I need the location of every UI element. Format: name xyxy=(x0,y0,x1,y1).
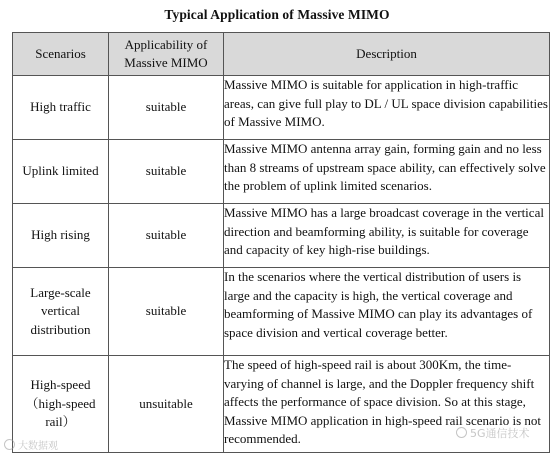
header-description: Description xyxy=(224,33,550,76)
description-cell: In the scenarios where the vertical distribution of users is large and the capacity is high, the vertical coverage and beamforming of Massive MIMO can play its advantages of space division and vertical coverage better. xyxy=(224,268,550,356)
watermark-logo-icon xyxy=(4,439,15,450)
scenario-cell: High traffic xyxy=(13,76,109,140)
header-applicability: Applicability of Massive MIMO xyxy=(109,33,224,76)
scenario-cell: High-speed （high-speed rail） xyxy=(13,356,109,453)
applicability-cell: suitable xyxy=(109,268,224,356)
description-cell: The speed of high-speed rail is about 300Km, the time-varying of channel is large, and the Doppler frequency shift affects the performance of space division. So at this stage, Massive MIMO application in high-speed rail scenario is not recommended. xyxy=(224,356,550,453)
watermark-left xyxy=(4,437,58,452)
scenario-cell: Large-scale vertical distribution xyxy=(13,268,109,356)
description-cell: Massive MIMO is suitable for application in high-traffic areas, can give full play to DL / UL space division capabilities of Massive MIMO. xyxy=(224,76,550,140)
applicability-cell: unsuitable xyxy=(109,356,224,453)
table-row xyxy=(13,76,550,140)
applicability-cell: suitable xyxy=(109,140,224,204)
applicability-cell: suitable xyxy=(109,204,224,268)
description-cell: Massive MIMO antenna array gain, forming gain and no less than 8 streams of upstream space ability, can effectively solve the problem of uplink limited scenarios. xyxy=(224,140,550,204)
table-row xyxy=(13,204,550,268)
table-row xyxy=(13,140,550,204)
description-cell: Massive MIMO has a large broadcast coverage in the vertical direction and beamforming ability, is suitable for coverage and capacity of key high-rise buildings. xyxy=(224,204,550,268)
watermark-right xyxy=(456,425,530,441)
mimo-application-table xyxy=(12,32,550,453)
applicability-cell: suitable xyxy=(109,76,224,140)
table-row xyxy=(13,268,550,356)
header-row xyxy=(13,33,550,76)
watermark-left-text: 大数据观 xyxy=(18,441,58,452)
watermark-right-text: 5G通信技术 xyxy=(470,427,530,440)
scenario-cell: Uplink limited xyxy=(13,140,109,204)
header-scenarios: Scenarios xyxy=(13,33,109,76)
table-title: Typical Application of Massive MIMO xyxy=(164,7,390,22)
watermark-logo-icon xyxy=(456,427,467,438)
scenario-cell: High rising xyxy=(13,204,109,268)
